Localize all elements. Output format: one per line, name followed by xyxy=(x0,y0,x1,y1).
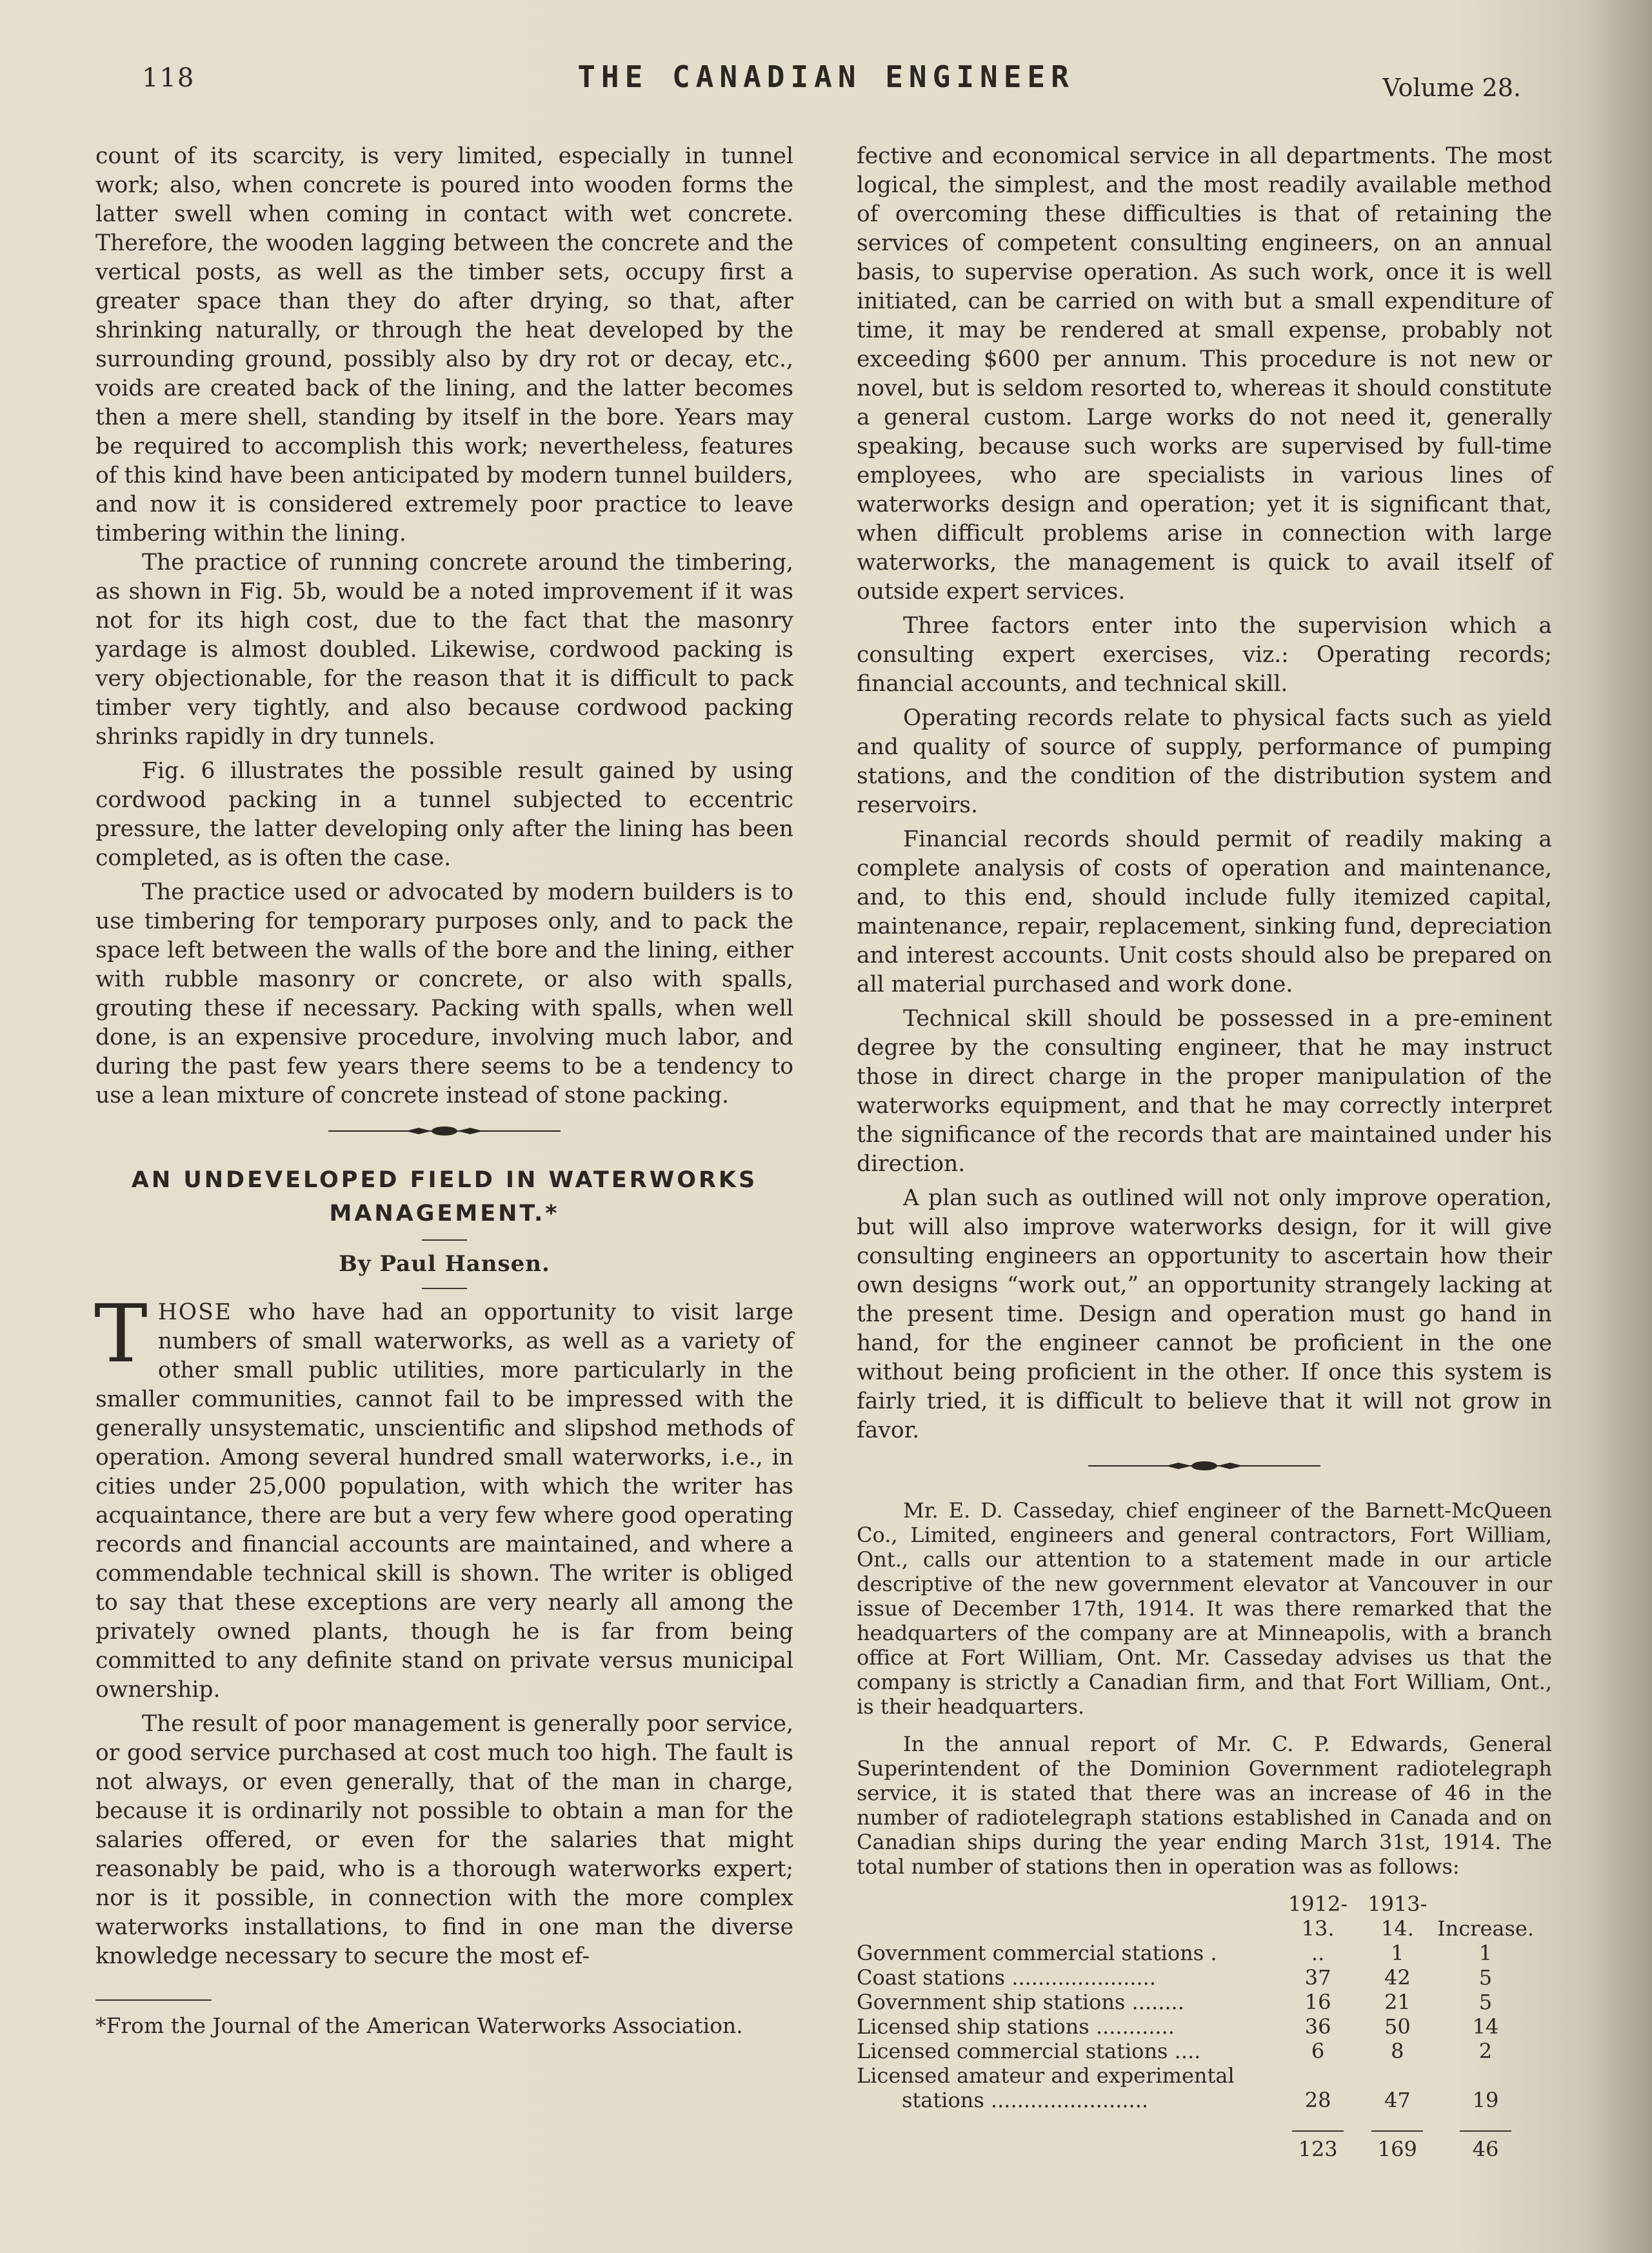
body-paragraph: The practice of running concrete around the timbering, as shown in Fig. 5b, would be a noted improvement if it was not for its high cost, due to the fact that the masonry yardage is almost doubled. Likewise, cordwood packing is very objectionable, for the reason that it is difficult to pack timber very tightly, and also because cordwood packing shrinks rapidly in dry tunnels. xyxy=(95,550,793,750)
section-divider-ornament xyxy=(1088,1459,1320,1472)
total-rule xyxy=(1460,2130,1511,2132)
cell-1912-13 xyxy=(1278,2063,1357,2088)
article-byline: By Paul Hansen. xyxy=(339,1251,550,1277)
total-rule xyxy=(1371,2130,1423,2132)
cell-increase: 5 xyxy=(1478,1965,1493,1990)
table-total-row xyxy=(857,2137,1534,2161)
continued-paragraph: count of its scarcity, is very limited, especially in tunnel work; also, when concrete is poured into wooden forms the latter swell when coming in contact with wet concrete. Therefore, the wooden lagging between the concrete and the vertical posts, as well as the timber sets, occupy first a greater space than they do after drying, so that, after shrinking naturally, or through the heat developed by the surrounding ground, possibly also by dry rot or decay, etc., voids are created back of the lining, and the latter becomes then a mere shell, standing by itself in the bore. Years may be required to accomplish this work; nevertheless, features of this kind have been anticipated by modern tunnel builders, and now it is considered extremely poor practice to leave timbering within the lining. xyxy=(95,143,793,546)
cell-1912-13: 37 xyxy=(1304,1965,1331,1990)
column-header: 1912-13. xyxy=(1288,1892,1348,1941)
table-header-row xyxy=(857,1892,1534,1941)
section-divider-ornament xyxy=(328,1125,561,1137)
page-number: 118 xyxy=(142,63,195,93)
column-header: Increase. xyxy=(1437,1916,1534,1941)
cell-1913-14: 8 xyxy=(1391,2039,1404,2063)
byline-rule xyxy=(422,1288,467,1289)
lead-paragraph xyxy=(94,1288,793,1705)
table-row xyxy=(857,1941,1534,1965)
table-row xyxy=(857,2014,1534,2039)
drop-cap: T xyxy=(94,1288,148,1381)
cell-increase: 1 xyxy=(1478,1941,1493,1965)
column-header: 1913-14. xyxy=(1368,1892,1428,1941)
total-rule-row xyxy=(857,2112,1534,2137)
table-row xyxy=(857,2088,1534,2112)
cell-1913-14: 1 xyxy=(1391,1941,1404,1965)
total-1913-14: 169 xyxy=(1377,2137,1417,2161)
cell-increase: 5 xyxy=(1478,1990,1493,2014)
cell-1913-14 xyxy=(1358,2063,1437,2088)
cell-1913-14: 42 xyxy=(1384,1965,1411,1990)
body-paragraph: Fig. 6 illustrates the possible result gained by using cordwood packing in a tunnel subjected to eccentric pressure, the latter developing only after the lining has been completed, as is often the case. xyxy=(95,758,793,871)
table-row xyxy=(857,1965,1534,1990)
title-rule xyxy=(422,1239,467,1241)
row-label: Government commercial stations . xyxy=(857,1941,1217,1965)
body-paragraph: Technical skill should be possessed in a pre-eminent degree by the consulting engineer, that he may instruct those in direct charge in the proper manipulation of the waterworks equipment, and that he may correctly interpret the significance of the records that are maintained under his direction. xyxy=(857,1006,1552,1177)
cell-1913-14: 21 xyxy=(1384,1990,1411,2014)
row-label: Licensed commercial stations .... xyxy=(857,2039,1201,2063)
table-row xyxy=(857,1990,1534,2014)
journal-title: THE CANADIAN ENGINEER xyxy=(577,59,1075,94)
cell-increase: 2 xyxy=(1478,2039,1493,2063)
lead-caps: HOSE xyxy=(157,1299,232,1325)
cell-1913-14: 47 xyxy=(1384,2088,1411,2112)
cell-increase: 19 xyxy=(1472,2088,1499,2112)
total-rule xyxy=(1292,2130,1344,2132)
running-header xyxy=(0,59,1652,111)
row-label: Government ship stations ........ xyxy=(857,1990,1184,2014)
news-item: Mr. E. D. Casseday, chief engineer of the Barnett-McQueen Co., Limited, engineers and general contractors, Fort William, Ont., calls our attention to a statement made in our article descriptive of the new government elevator at Vancouver in our issue of December 17th, 1914. It was there remarked that the headquarters of the company are at Minneapolis, with a branch office at Fort William, Ont. Mr. Casseday advises us that the company is strictly a Canadian firm, and that Fort William, Ont., is their headquarters. xyxy=(857,1498,1552,1719)
body-paragraph: The result of poor management is generally poor service, or good service purchased at cost much too high. The fault is not always, or even generally, that of the man in charge, because it is ordinarily not possible to obtain a man for the salaries offered, or even for the salaries that might reasonably be paid, who is a thorough waterworks expert; nor is it possible, in connection with the more complex waterworks installations, to find in one man the diverse knowledge necessary to secure the most ef- xyxy=(95,1711,793,1969)
body-paragraph: Financial records should permit of readily making a complete analysis of costs of operation and maintenance, and, to this end, should include fully itemized capital, maintenance, repair, replacement, sinking fund, depreciation and interest accounts. Unit costs should also be prepared on all material purchased and work done. xyxy=(857,826,1552,997)
cell-1912-13: 16 xyxy=(1304,1990,1331,2014)
row-label: Licensed ship stations ............ xyxy=(857,2014,1175,2039)
cell-1912-13: 36 xyxy=(1304,2014,1331,2039)
cell-increase xyxy=(1437,2063,1534,2088)
total-increase: 46 xyxy=(1472,2137,1499,2161)
article-title-line-2: MANAGEMENT.* xyxy=(329,1201,560,1227)
footnote-rule xyxy=(95,1999,212,2001)
body-paragraph: The practice used or advocated by modern builders is to use timbering for temporary purposes only, and to pack the space left between the walls of the bore and the lining, either with rubble masonry or concrete, or also with spalls, grouting these if necessary. Packing with spalls, when well done, is an expensive procedure, involving much labor, and during the past few years there seems to be a tendency to use a lean mixture of concrete instead of stone packing. xyxy=(95,879,793,1108)
cell-1912-13: 28 xyxy=(1304,2088,1331,2112)
continued-paragraph: fective and economical service in all departments. The most logical, the simplest, and the most readily available method of overcoming these difficulties is that of retaining the services of competent consulting engineers, on an annual basis, to supervise operation. As such work, once it is well initiated, can be carried on with but a small expenditure of time, it may be rendered at small expense, probably not exceeding $600 per annum. This procedure is not new or novel, but is seldom resorted to, whereas it should constitute a general custom. Large works do not need it, generally speaking, because such works are supervised by full-time employees, who are specialists in various lines of waterworks design and operation; yet it is significant that, when difficult problems arise in connection with large waterworks, the management is quick to avail itself of outside expert services. xyxy=(857,143,1552,605)
radiotelegraph-stations-table xyxy=(857,1892,1534,2161)
lead-text: who have had an opportunity to visit large numbers of small waterworks, as well as a variety of other small public utilities, more particularly in the smaller communities, cannot fail to be impressed with the generally unsystematic, unscientific and slipshod methods of operation. Among several hundred small waterworks, i.e., in cities under 25,000 population, with which the writer has acquaintance, there are but a very few where good operating records and financial accounts are maintained, and where a commendable technical skill is shown. The writer is obliged to say that these exceptions are very nearly all among the privately owned plants, though he is far from being committed to any definite stand on private versus municipal ownership. xyxy=(95,1299,793,1703)
cell-increase: 14 xyxy=(1472,2014,1499,2039)
article-title xyxy=(95,1163,793,1230)
volume-label: Volume 28. xyxy=(1382,74,1521,102)
article-title-line-1: AN UNDEVELOPED FIELD IN WATERWORKS xyxy=(131,1167,758,1193)
news-item: In the annual report of Mr. C. P. Edwards, General Superintendent of the Dominion Government radiotelegraph service, it is stated that there was an increase of 46 in the number of radiotelegraph stations established in Canada and on Canadian ships during the year ending March 31st, 1914. The total number of stations then in operation was as follows: xyxy=(857,1732,1552,1879)
left-column xyxy=(95,142,793,2040)
right-column xyxy=(857,142,1552,2161)
row-label: stations ........................ xyxy=(902,2088,1149,2112)
news-items xyxy=(857,1498,1552,1879)
footnote: *From the Journal of the American Waterworks Association. xyxy=(95,2013,743,2038)
body-paragraph: A plan such as outlined will not only improve operation, but will also improve waterworks design, for it will give consulting engineers an opportunity to ascertain how their own designs “work out,” an opportunity strangely lacking at the present time. Design and operation must go hand in hand, for the engineer cannot be proficient in the one without being proficient in the other. If once this system is fairly tried, it is difficult to believe that it will not grow in favor. xyxy=(857,1185,1552,1443)
cell-1913-14: 50 xyxy=(1384,2014,1411,2039)
table-row xyxy=(857,2063,1534,2088)
row-label: Coast stations ...................... xyxy=(857,1965,1156,1990)
table-row xyxy=(857,2039,1534,2063)
row-label: Licensed amateur and experimental xyxy=(857,2063,1235,2088)
cell-1912-13: 6 xyxy=(1311,2039,1325,2063)
body-paragraph: Three factors enter into the supervision which a consulting expert exercises, viz.: Operating records; financial accounts, and technical skill. xyxy=(857,613,1552,697)
total-1912-13: 123 xyxy=(1298,2137,1338,2161)
body-paragraph: Operating records relate to physical facts such as yield and quality of source of supply, performance of pumping stations, and the condition of the distribution system and reservoirs. xyxy=(857,705,1552,818)
cell-1912-13: .. xyxy=(1311,1941,1325,1965)
